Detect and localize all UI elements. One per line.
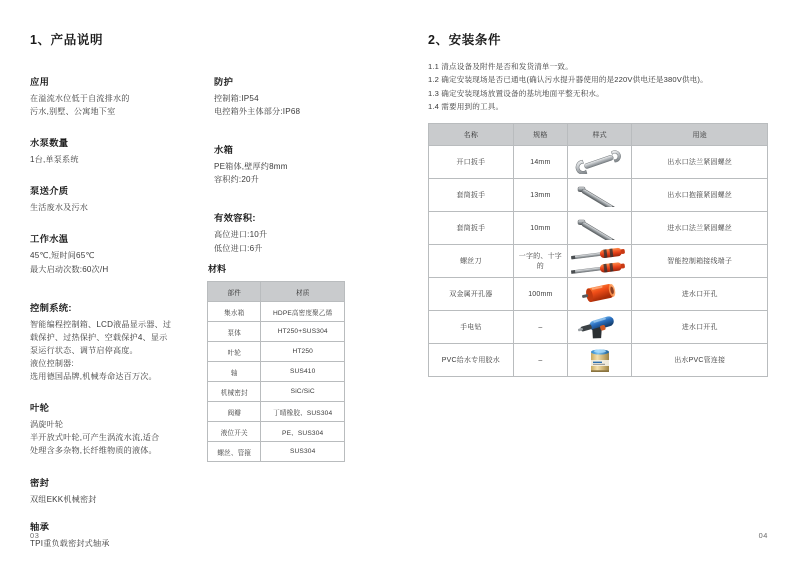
materials-cell-part: 集水箱 — [208, 302, 261, 322]
tools-cell-use: 进水口开孔 — [632, 311, 768, 344]
materials-cell-material: HDPE高密度聚乙烯 — [261, 302, 345, 322]
spec-line: 涡旋叶轮 — [30, 420, 64, 430]
tools-cell-style — [567, 245, 631, 278]
materials-table-section — [207, 262, 345, 462]
tools-cell-use: 出水口抱箍紧固螺丝 — [632, 179, 768, 212]
spec-line: 低位进口:6升 — [213, 243, 263, 253]
materials-cell-material: SiC/SiC — [261, 382, 345, 402]
tools-table-row — [429, 212, 768, 245]
materials-table-row — [208, 402, 345, 422]
spec-head: 密封 — [30, 477, 50, 488]
materials-cell-material: PE、SUS304 — [261, 422, 345, 442]
spec-block-impeller — [30, 400, 198, 457]
spec-line: PE箱体,壁厚约8mm — [213, 162, 288, 172]
spec-block-control-system — [30, 300, 198, 384]
materials-table-row — [208, 362, 345, 382]
tools-cell-name: 手电钻 — [429, 311, 514, 344]
spec-line: 在溢流水位低于自流排水的 — [30, 94, 130, 103]
allen-key-icon — [573, 183, 627, 207]
materials-cell-part: 轴 — [208, 362, 261, 382]
materials-cell-material: SUS304 — [261, 442, 345, 462]
materials-table — [207, 281, 345, 462]
tools-cell-spec: – — [513, 311, 567, 344]
spec-line: 最大启动次数:60次/H — [30, 264, 109, 274]
spec-block-temperature — [30, 231, 198, 275]
materials-cell-material: 丁晴橡胶、SUS304 — [261, 402, 345, 422]
glue-can-icon — [587, 346, 613, 374]
spec-head: 轴承 — [30, 521, 50, 532]
tools-table-row — [429, 311, 768, 344]
tools-cell-name: 套筒扳手 — [429, 179, 514, 212]
spec-block-protection — [214, 74, 380, 118]
spec-column-application — [30, 74, 198, 550]
materials-cell-part: 阀瓣 — [208, 402, 261, 422]
spec-block-seal — [30, 475, 198, 506]
tools-cell-spec: 10mm — [513, 212, 567, 245]
tools-cell-name: 螺丝刀 — [429, 245, 514, 278]
materials-cell-part: 叶轮 — [208, 342, 261, 362]
spec-head: 控制系统: — [30, 302, 72, 313]
tools-cell-style — [567, 311, 631, 344]
electric-drill-icon — [577, 314, 623, 340]
tools-table-row — [429, 344, 768, 377]
spec-line: 双组EKK机械密封 — [30, 494, 97, 504]
materials-table-body — [208, 302, 345, 462]
tools-cell-name: 套筒扳手 — [429, 212, 514, 245]
spec-line: 生活废水及污水 — [30, 203, 89, 213]
spec-head: 工作水温 — [30, 234, 69, 245]
tools-cell-style — [567, 146, 631, 179]
materials-cell-part: 液位开关 — [208, 422, 261, 442]
spec-line: 处理含多杂物,长纤维物质的液体。 — [30, 446, 157, 456]
tools-cell-use: 出水PVC管连接 — [632, 344, 768, 377]
installation-step: 1.4 需要用到的工具。 — [428, 101, 504, 111]
materials-table-row — [208, 302, 345, 322]
spec-line: 泵运行状态、调节启停高度。 — [30, 345, 138, 355]
tools-cell-style — [567, 344, 631, 377]
tools-table-row — [429, 245, 768, 278]
spec-head: 防护 — [213, 77, 234, 87]
materials-table-row — [208, 342, 345, 362]
spec-block-bearing — [30, 519, 198, 550]
spec-line: 高位进口:10升 — [213, 230, 268, 240]
spec-block-tank — [214, 142, 380, 186]
materials-cell-part: 螺丝、管箍 — [208, 442, 261, 462]
right-page-title: 2、安装条件 — [428, 33, 502, 47]
materials-title: 材料 — [208, 264, 227, 274]
spec-line: 容积约:20升 — [213, 175, 260, 185]
right-page — [400, 0, 800, 576]
tools-cell-style — [567, 278, 631, 311]
installation-step: 1.2 确定安装现场是否已通电(确认污水提升器使用的是220V供电还是380V供电)。 — [428, 75, 708, 85]
materials-cell-part: 机械密封 — [208, 382, 261, 402]
page-number-right: 04 — [758, 531, 768, 540]
spec-line: 污水,别墅、公寓地下室 — [30, 107, 116, 117]
tools-cell-spec: 100mm — [513, 278, 567, 311]
materials-table-header-row — [208, 282, 345, 302]
spec-head: 泵送介质 — [30, 186, 69, 197]
tools-col-spec: 规格 — [513, 124, 567, 146]
tools-cell-name: 开口扳手 — [429, 146, 514, 179]
installation-step: 1.1 清点设备及附件是否和发货清单一致。 — [428, 62, 573, 71]
materials-col-part: 部件 — [208, 282, 261, 302]
tools-table-row — [429, 278, 768, 311]
spec-line: 1台,单泵系统 — [30, 155, 79, 165]
materials-cell-material: SUS410 — [261, 362, 345, 382]
tools-table-header-row — [429, 124, 768, 146]
spec-line: 液位控制器: — [30, 358, 74, 368]
spec-head: 水箱 — [213, 145, 234, 156]
tools-cell-use: 进水口法兰紧固螺丝 — [632, 212, 768, 245]
spec-line: 载保护、过热保护、空载保护4、显示 — [30, 332, 168, 342]
spec-block-effective-volume — [214, 210, 380, 254]
spec-block-medium — [30, 183, 198, 214]
hole-saw-icon — [580, 281, 620, 307]
allen-key-icon — [573, 216, 627, 240]
tools-col-use: 用途 — [632, 124, 768, 146]
tools-cell-use: 出水口法兰紧固螺丝 — [632, 146, 768, 179]
materials-table-row — [208, 322, 345, 342]
page-number-left: 03 — [30, 531, 40, 540]
open-end-wrench-icon — [571, 150, 629, 174]
tools-table-body — [429, 146, 768, 377]
spec-line: 电控箱外主体部分:IP68 — [213, 107, 301, 117]
tools-cell-style — [567, 212, 631, 245]
tools-cell-spec: 一字的、十字的 — [513, 245, 567, 278]
spec-block-application — [30, 74, 198, 118]
materials-table-row — [208, 442, 345, 462]
materials-col-material: 材质 — [261, 282, 345, 302]
spec-head: 应用 — [30, 77, 50, 87]
tools-table — [428, 123, 768, 377]
tools-cell-name: 双金属开孔器 — [429, 278, 514, 311]
tools-cell-spec: 14mm — [513, 146, 567, 179]
tools-cell-spec: 13mm — [513, 179, 567, 212]
spec-block-pump-count — [30, 135, 198, 166]
tools-col-name: 名称 — [429, 124, 514, 146]
materials-table-row — [208, 382, 345, 402]
spec-line: 选用德国品牌,机械寿命达百万次。 — [30, 372, 157, 382]
spec-line: TPI重负载密封式轴承 — [30, 538, 110, 548]
tools-table-section — [428, 123, 768, 377]
tools-cell-name: PVC给水专用胶水 — [429, 344, 514, 377]
spec-line: 半开放式叶轮,可产生涡流水流,适合 — [30, 433, 160, 443]
spec-line: 45℃,短时间65℃ — [30, 251, 95, 261]
materials-cell-material: HT250 — [261, 342, 345, 362]
tools-col-style: 样式 — [567, 124, 631, 146]
tools-cell-use: 进水口开孔 — [632, 278, 768, 311]
spec-head: 有效容积: — [213, 213, 256, 224]
materials-table-row — [208, 422, 345, 442]
materials-cell-material: HT250+SUS304 — [261, 322, 345, 342]
spec-head: 叶轮 — [30, 403, 50, 414]
tools-cell-style — [567, 179, 631, 212]
tools-table-row — [429, 146, 768, 179]
installation-steps — [428, 60, 770, 113]
screwdriver-pair-icon — [570, 246, 630, 276]
tools-table-row — [429, 179, 768, 212]
spec-head: 水泵数量 — [30, 138, 69, 149]
spec-line: 控制箱:IP54 — [213, 94, 259, 103]
materials-cell-part: 泵体 — [208, 322, 261, 342]
tools-cell-use: 智能控制箱接线端子 — [632, 245, 768, 278]
left-page-title: 1、产品说明 — [30, 33, 104, 47]
spec-line: 智能编程控制箱、LCD液晶显示器、过 — [30, 319, 172, 329]
tools-cell-spec: – — [513, 344, 567, 377]
installation-step: 1.3 确定安装现场放置设备的基坑地面平整无积水。 — [428, 88, 604, 98]
